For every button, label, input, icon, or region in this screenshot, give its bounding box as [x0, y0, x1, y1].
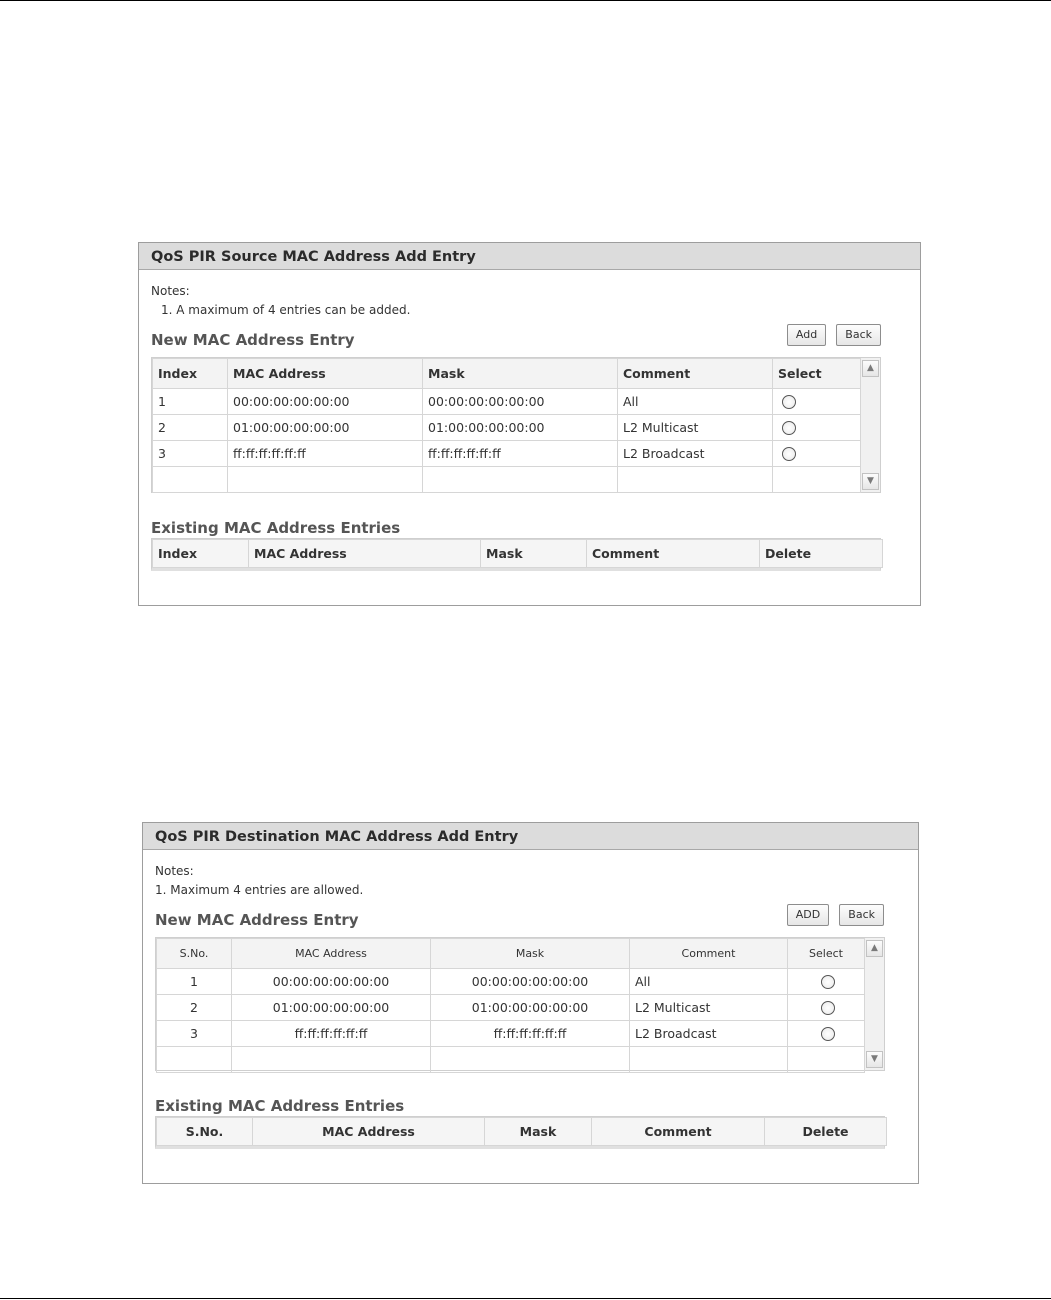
radio-button-icon[interactable]	[821, 975, 835, 989]
back-button[interactable]: Back	[836, 324, 881, 346]
cell-select	[788, 995, 865, 1021]
radio-button-icon[interactable]	[782, 395, 796, 409]
new-entry-title: New MAC Address Entry	[151, 331, 355, 349]
column-header-mac: MAC Address	[232, 939, 431, 969]
cell-sno: 1	[157, 969, 232, 995]
cell-mask: 01:00:00:00:00:00	[431, 995, 630, 1021]
column-header-mask: Mask	[423, 359, 618, 389]
cell-mac: 00:00:00:00:00:00	[228, 389, 423, 415]
add-button[interactable]: Add	[787, 324, 826, 346]
cell-select	[773, 389, 861, 415]
cell-mask: 00:00:00:00:00:00	[423, 389, 618, 415]
cell-mask: ff:ff:ff:ff:ff:ff	[431, 1021, 630, 1047]
cell-sno: 3	[157, 1021, 232, 1047]
column-header-comment: Comment	[630, 939, 788, 969]
existing-entries-title: Existing MAC Address Entries	[155, 1097, 405, 1115]
table-row	[157, 969, 865, 995]
cell-mac: 00:00:00:00:00:00	[232, 969, 431, 995]
panel-title: QoS PIR Source MAC Address Add Entry	[139, 243, 920, 270]
column-header-index: Index	[153, 359, 228, 389]
cell-empty	[773, 467, 861, 493]
scroll-up-icon[interactable]: ▲	[862, 360, 879, 377]
radio-button-icon[interactable]	[782, 421, 796, 435]
column-header-mask: Mask	[485, 1118, 592, 1146]
cell-comment: L2 Broadcast	[618, 441, 773, 467]
vertical-scrollbar[interactable]	[864, 938, 884, 1070]
cell-empty	[228, 467, 423, 493]
cell-comment: L2 Broadcast	[630, 1021, 788, 1047]
new-entry-header	[151, 325, 908, 351]
cell-index: 1	[153, 389, 228, 415]
cell-select	[773, 441, 861, 467]
column-header-select: Select	[788, 939, 865, 969]
grid-header-row	[157, 939, 865, 969]
cell-mask: 01:00:00:00:00:00	[423, 415, 618, 441]
table-row-empty	[157, 1047, 865, 1073]
column-header-mask: Mask	[431, 939, 630, 969]
cell-comment: All	[618, 389, 773, 415]
cell-comment: All	[630, 969, 788, 995]
grid-header-row	[153, 540, 883, 568]
column-header-mask: Mask	[481, 540, 587, 568]
column-header-select: Select	[773, 359, 861, 389]
notes-label: Notes:	[155, 864, 194, 878]
table-row	[157, 1021, 865, 1047]
vertical-scrollbar[interactable]	[860, 358, 880, 492]
cell-index: 2	[153, 415, 228, 441]
column-header-delete: Delete	[765, 1118, 887, 1146]
grid-header-row	[157, 1118, 887, 1146]
cell-empty	[157, 1047, 232, 1073]
existing-entries-grid	[155, 1116, 885, 1149]
cell-mac: 01:00:00:00:00:00	[228, 415, 423, 441]
cell-empty	[630, 1047, 788, 1073]
radio-button-icon[interactable]	[821, 1001, 835, 1015]
back-button[interactable]: Back	[839, 904, 884, 926]
grid-header-row	[153, 359, 861, 389]
note-item: 1. Maximum 4 entries are allowed.	[155, 883, 364, 897]
cell-empty	[153, 467, 228, 493]
top-rule	[0, 0, 1051, 1]
action-buttons	[782, 323, 881, 346]
column-header-mac: MAC Address	[228, 359, 423, 389]
cell-select	[788, 1021, 865, 1047]
bottom-rule	[0, 1298, 1051, 1299]
existing-entries-grid	[151, 538, 881, 571]
table-row-empty	[153, 467, 861, 493]
table-row	[157, 995, 865, 1021]
notes	[155, 862, 906, 900]
cell-mac: 01:00:00:00:00:00	[232, 995, 431, 1021]
panel-title: QoS PIR Destination MAC Address Add Entry	[143, 823, 918, 850]
notes	[151, 282, 908, 320]
action-buttons	[782, 903, 884, 926]
cell-comment: L2 Multicast	[630, 995, 788, 1021]
existing-entries-title: Existing MAC Address Entries	[151, 519, 401, 537]
cell-select	[773, 415, 861, 441]
cell-empty	[431, 1047, 630, 1073]
cell-mask: 00:00:00:00:00:00	[431, 969, 630, 995]
new-entry-title: New MAC Address Entry	[155, 911, 359, 929]
new-entry-grid	[151, 357, 881, 493]
column-header-index: Index	[153, 540, 249, 568]
radio-button-icon[interactable]	[821, 1027, 835, 1041]
column-header-sno: S.No.	[157, 1118, 253, 1146]
note-item: 1. A maximum of 4 entries can be added.	[161, 303, 411, 317]
source-mac-panel	[138, 242, 921, 606]
new-entry-header	[155, 905, 906, 931]
table-row	[153, 441, 861, 467]
scroll-up-icon[interactable]: ▲	[866, 940, 883, 957]
new-entry-grid	[155, 937, 885, 1071]
cell-mac: ff:ff:ff:ff:ff:ff	[228, 441, 423, 467]
column-header-comment: Comment	[618, 359, 773, 389]
scroll-down-icon[interactable]: ▼	[866, 1051, 883, 1068]
column-header-mac: MAC Address	[249, 540, 481, 568]
cell-mac: ff:ff:ff:ff:ff:ff	[232, 1021, 431, 1047]
cell-sno: 2	[157, 995, 232, 1021]
cell-index: 3	[153, 441, 228, 467]
cell-empty	[423, 467, 618, 493]
table-row	[153, 415, 861, 441]
cell-empty	[232, 1047, 431, 1073]
scroll-down-icon[interactable]: ▼	[862, 473, 879, 490]
table-row	[153, 389, 861, 415]
cell-select	[788, 969, 865, 995]
cell-comment: L2 Multicast	[618, 415, 773, 441]
column-header-comment: Comment	[587, 540, 760, 568]
column-header-sno: S.No.	[157, 939, 232, 969]
destination-mac-panel	[142, 822, 919, 1184]
cell-empty	[618, 467, 773, 493]
notes-label: Notes:	[151, 284, 190, 298]
cell-mask: ff:ff:ff:ff:ff:ff	[423, 441, 618, 467]
add-button[interactable]: ADD	[787, 904, 829, 926]
radio-button-icon[interactable]	[782, 447, 796, 461]
column-header-comment: Comment	[592, 1118, 765, 1146]
column-header-delete: Delete	[760, 540, 883, 568]
column-header-mac: MAC Address	[253, 1118, 485, 1146]
cell-empty	[788, 1047, 865, 1073]
